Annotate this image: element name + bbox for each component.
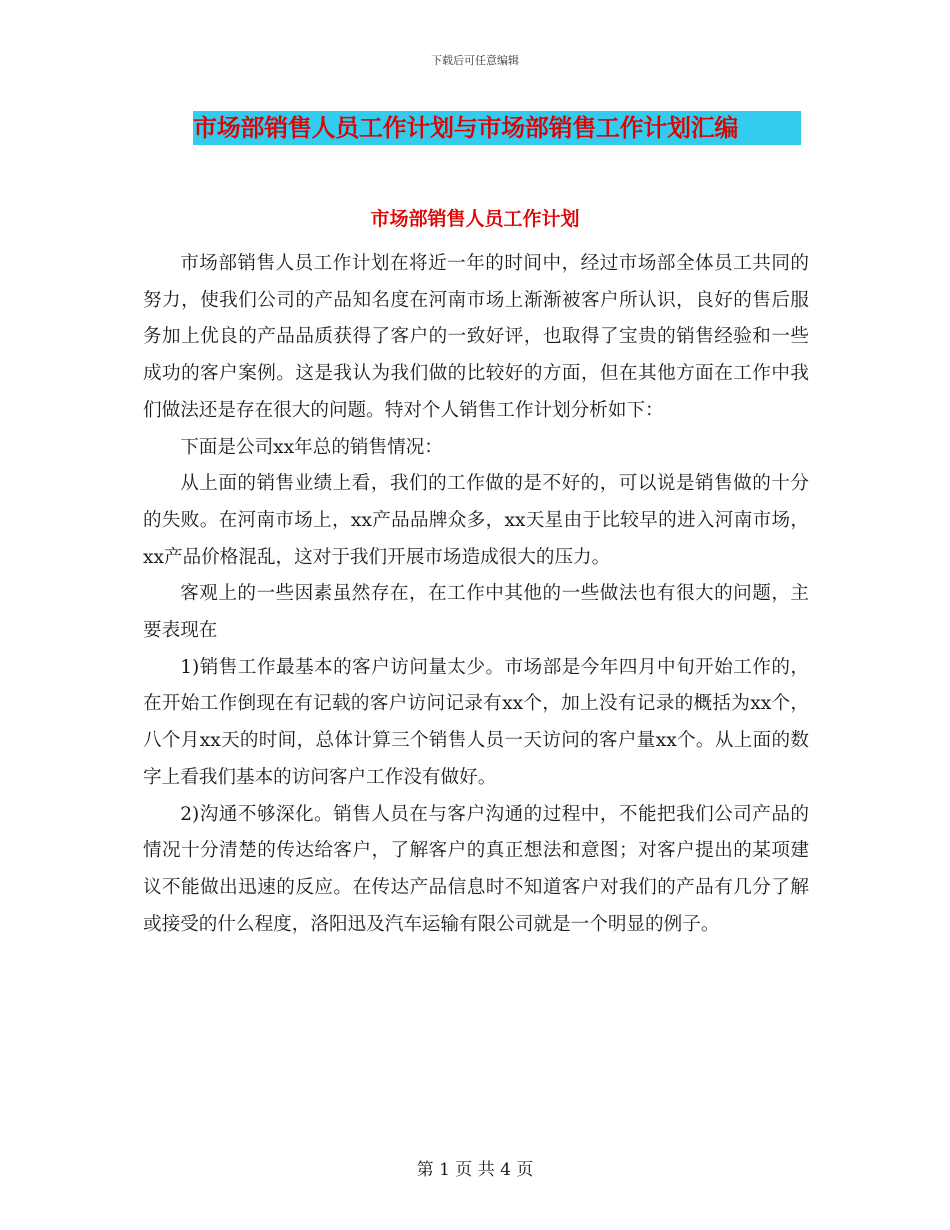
document-body bbox=[143, 246, 809, 943]
section-title: 市场部销售人员工作计划 bbox=[370, 208, 580, 230]
paragraph: 客观上的一些因素虽然存在，在工作中其他的一些做法也有很大的问题，主要表现在 bbox=[143, 583, 809, 642]
paragraph: 下面是公司xx年总的销售情况： bbox=[180, 436, 443, 458]
main-title: 市场部销售人员工作计划与市场部销售工作计划汇编 bbox=[193, 114, 739, 142]
paragraph: 2)沟通不够深化。销售人员在与客户沟通的过程中，不能把我们公司产品的情况十分清楚的传达给客户，了解客户的真正想法和意图；对客户提出的某项建议不能做出迅速的反应。在传达产品信息时不知道客户对我们的产品有几分了解或接受的什么程度，洛阳迅及汽车运输有限公司就是一个明显的例子。 bbox=[143, 803, 809, 935]
header-note: 下载后可任意编辑 bbox=[431, 54, 519, 67]
main-title-highlight bbox=[193, 111, 801, 145]
page-footer: 第 1 页 共 4 页 bbox=[416, 1160, 534, 1180]
paragraph: 1)销售工作最基本的客户访问量太少。市场部是今年四月中旬开始工作的，在开始工作倒现在有记载的客户访问记录有xx个，加上没有记录的概括为xx个，八个月xx天的时间，总体计算三个销售人员一天访问的客户量xx个。从上面的数字上看我们基本的访问客户工作没有做好。 bbox=[143, 656, 809, 788]
paragraph: 从上面的销售业绩上看，我们的工作做的是不好的，可以说是销售做的十分的失败。在河南市场上，xx产品品牌众多，xx天星由于比较早的进入河南市场，xx产品价格混乱，这对于我们开展市场造成很大的压力。 bbox=[143, 473, 809, 568]
paragraph: 市场部销售人员工作计划在将近一年的时间中，经过市场部全体员工共同的努力，使我们公司的产品知名度在河南市场上渐渐被客户所认识，良好的售后服务加上优良的产品品质获得了客户的一致好评，也取得了宝贵的销售经验和一些成功的客户案例。这是我认为我们做的比较好的方面，但在其他方面在工作中我们做法还是存在很大的问题。特对个人销售工作计划分析如下： bbox=[143, 253, 809, 421]
